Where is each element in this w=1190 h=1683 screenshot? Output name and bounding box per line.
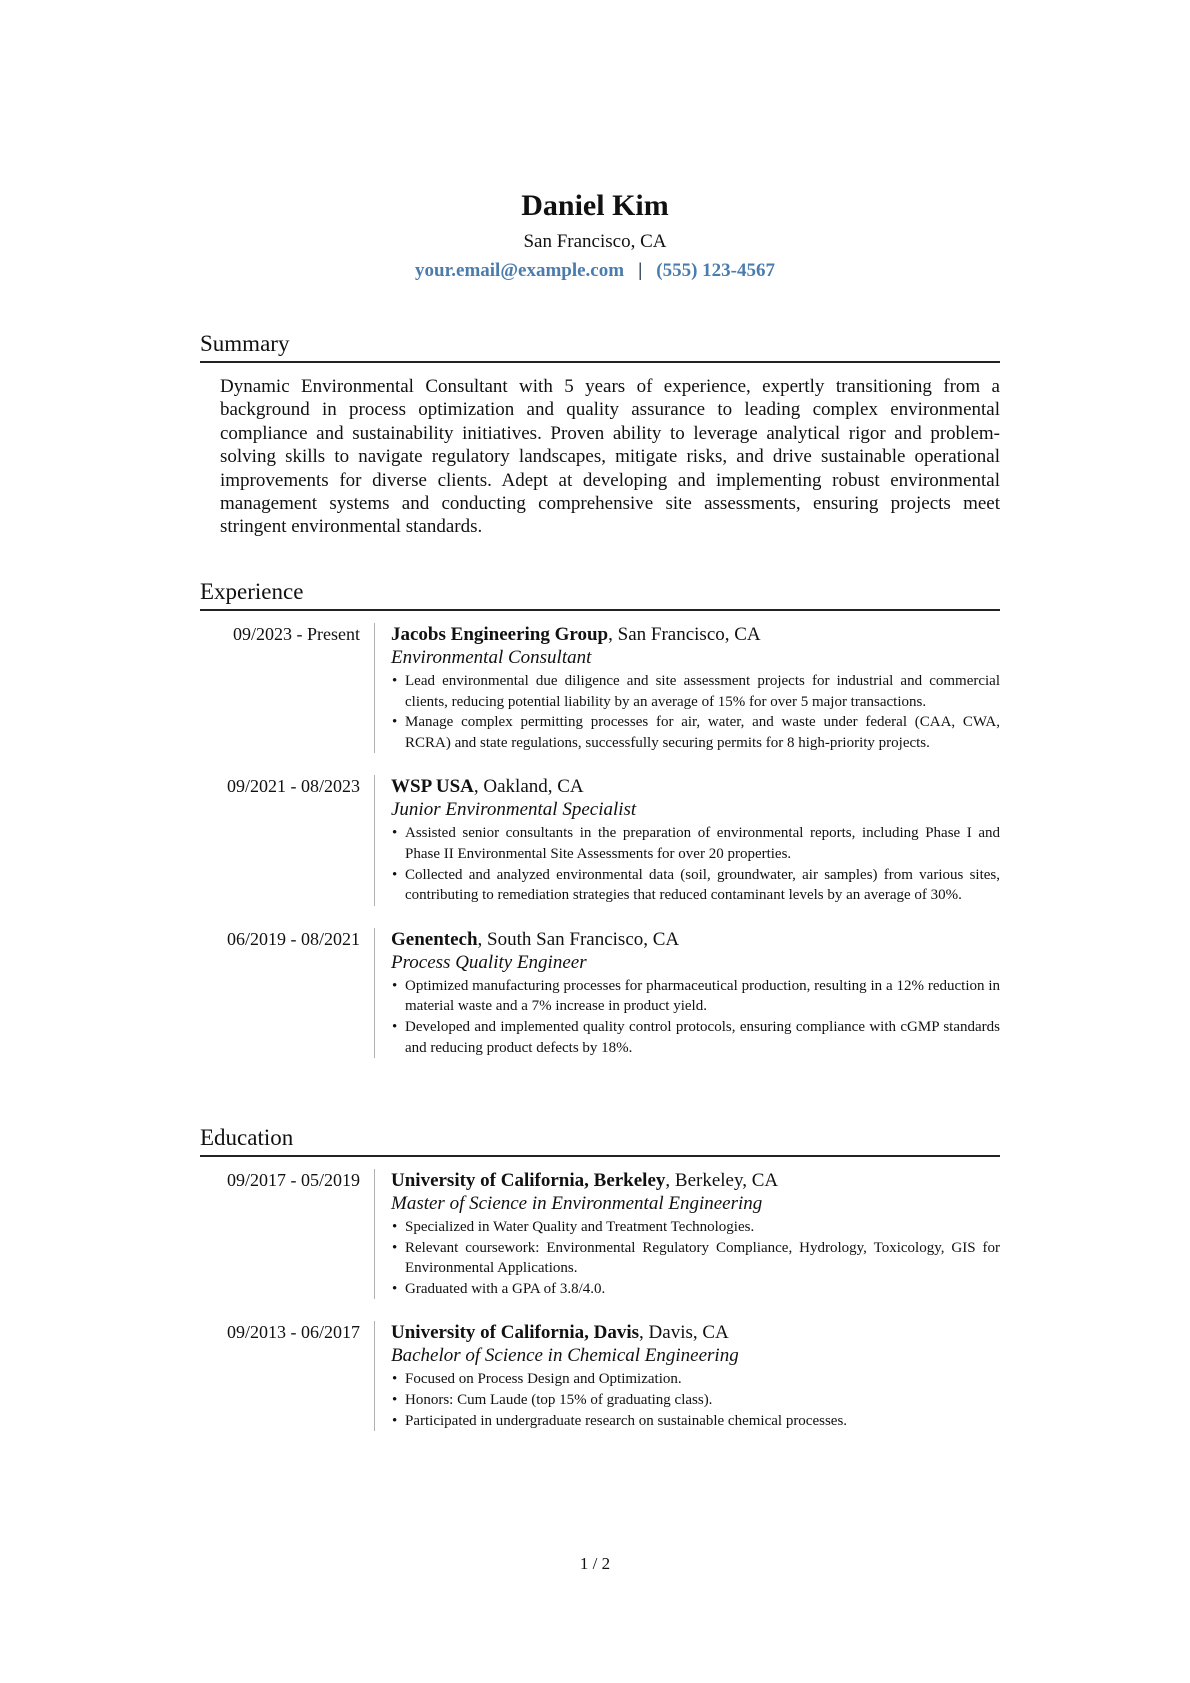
list-item <box>391 1017 1000 1058</box>
bullet-text: Graduated with a GPA of 3.8/4.0. <box>405 1280 606 1297</box>
entry-heading <box>391 623 1000 646</box>
entry-location: , South San Francisco, CA <box>477 928 680 950</box>
entry-location: , Berkeley, CA <box>665 1170 779 1191</box>
entry-bullets <box>391 976 1000 1058</box>
experience-entry <box>200 623 1000 753</box>
bullet-dot-icon: • <box>392 1391 398 1408</box>
bullet-text: Developed and implemented quality control protocols, ensuring compliance with cGMP standards and reducing product defects by 18%. <box>405 1018 1000 1056</box>
bullet-dot-icon: • <box>392 1371 398 1388</box>
entry-body <box>375 623 1000 753</box>
list-item <box>391 712 1000 753</box>
list-item <box>391 1411 1000 1432</box>
bullet-text: Honors: Cum Laude (top 15% of graduating class). <box>405 1391 713 1408</box>
entry-organization: WSP USA <box>391 776 474 798</box>
bullet-text: Lead environmental due diligence and site assessment projects for industrial and commercial clients, reducing potential liability by an average of 15% for over 5 major transactions. <box>405 673 1000 710</box>
entry-organization: Genentech <box>391 928 478 950</box>
bullet-text: Relevant coursework: Environmental Regulatory Compliance, Hydrology, Toxicology, GIS for Environmental Applications. <box>405 1239 1000 1277</box>
entry-body <box>375 1169 1000 1299</box>
entry-location: , Oakland, CA <box>473 776 584 798</box>
list-item <box>391 1238 1000 1279</box>
summary-section <box>200 330 1000 539</box>
list-item <box>391 865 1000 906</box>
bullet-dot-icon: • <box>392 977 398 994</box>
bullet-text: Optimized manufacturing processes for pharmaceutical production, resulting in a 12% reduction in material waste and a 7% increase in product yield. <box>405 977 1000 1015</box>
bullet-dot-icon: • <box>392 866 398 883</box>
bullet-dot-icon: • <box>392 1239 398 1256</box>
bullet-dot-icon: • <box>392 1018 398 1035</box>
summary-text: Dynamic Environmental Consultant with 5 years of experience, expertly transitioning from a background in process optimization and quality assurance to leading complex environmental compliance and sustainability initiatives. Proven ability to leverage analytical rigor and problem-solving skills to navigate regulatory landscapes, mitigate risks, and drive sustainable operational improvements for diverse clients. Adept at developing and implementing robust environmental management systems and conducting comprehensive site assessments, ensuring projects meet stringent environmental standards. <box>220 376 1000 538</box>
entry-heading <box>391 775 1000 798</box>
entry-date: 09/2023 - Present <box>200 623 375 753</box>
list-item <box>391 671 1000 712</box>
bullet-dot-icon: • <box>392 1219 398 1235</box>
entry-bullets <box>391 1217 1000 1299</box>
list-item <box>391 1279 1000 1300</box>
entry-degree: Master of Science in Environmental Engineering <box>391 1193 763 1214</box>
entry-heading <box>391 1321 1000 1344</box>
candidate-name: Daniel Kim <box>521 189 669 222</box>
education-entry <box>200 1321 1000 1431</box>
bullet-dot-icon: • <box>392 714 398 731</box>
bullet-text: Specialized in Water Quality and Treatment Technologies. <box>405 1219 755 1235</box>
entry-body <box>375 1321 1000 1431</box>
education-section <box>200 1124 1000 1431</box>
bullet-dot-icon: • <box>392 673 398 689</box>
bullet-text: Focused on Process Design and Optimization. <box>405 1371 682 1388</box>
entry-body <box>375 928 1000 1058</box>
list-item <box>391 976 1000 1017</box>
entry-bullets <box>391 1369 1000 1431</box>
resume-header <box>0 188 1190 283</box>
phone-link[interactable]: (555) 123-4567 <box>656 260 775 281</box>
list-item <box>391 823 1000 864</box>
entry-heading <box>391 928 1000 951</box>
bullet-text: Assisted senior consultants in the preparation of environmental reports, including Phase I and Phase II Environmental Site Assessments for over 20 properties. <box>405 825 1000 862</box>
entry-organization: Jacobs Engineering Group <box>391 624 609 645</box>
entry-body <box>375 775 1000 905</box>
entry-role: Process Quality Engineer <box>391 951 587 973</box>
experience-entry <box>200 775 1000 905</box>
entry-organization: University of California, Davis <box>391 1322 640 1344</box>
entry-bullets <box>391 823 1000 905</box>
bullet-text: Participated in undergraduate research on sustainable chemical processes. <box>405 1412 848 1429</box>
entry-date: 09/2017 - 05/2019 <box>200 1169 375 1299</box>
bullet-dot-icon: • <box>392 1412 398 1429</box>
bullet-text: Manage complex permitting processes for air, water, and waste under federal (CAA, CWA, RCRA) and state regulations, successfully securing permits for 8 high-priority projects. <box>405 714 1000 751</box>
entry-location: , San Francisco, CA <box>608 624 761 645</box>
entry-bullets <box>391 671 1000 753</box>
section-title-summary: Summary <box>200 330 1000 363</box>
education-entry <box>200 1169 1000 1299</box>
entry-role: Junior Environmental Specialist <box>391 799 637 821</box>
entry-date: 06/2019 - 08/2021 <box>200 928 375 1058</box>
experience-section <box>200 578 1000 1058</box>
contact-separator: | <box>638 260 643 281</box>
page-number: 1 / 2 <box>579 1554 611 1573</box>
contact-line <box>0 259 1190 283</box>
entry-location: , Davis, CA <box>639 1322 729 1344</box>
entry-organization: University of California, Berkeley <box>391 1170 666 1191</box>
section-title-education: Education <box>200 1124 1000 1157</box>
email-link[interactable]: your.email@example.com <box>415 260 625 281</box>
entry-degree: Bachelor of Science in Chemical Engineering <box>391 1345 739 1367</box>
experience-entry <box>200 928 1000 1058</box>
list-item <box>391 1369 1000 1390</box>
bullet-dot-icon: • <box>392 825 398 842</box>
bullet-dot-icon: • <box>392 1280 398 1297</box>
section-title-experience: Experience <box>200 578 1000 611</box>
bullet-text: Collected and analyzed environmental data (soil, groundwater, air samples) from various sites, contributing to remediation strategies that reduced contaminant levels by an average of 30%. <box>405 866 1000 904</box>
entry-date: 09/2021 - 08/2023 <box>200 775 375 905</box>
list-item <box>391 1390 1000 1411</box>
entry-date: 09/2013 - 06/2017 <box>200 1321 375 1431</box>
candidate-location: San Francisco, CA <box>523 231 667 252</box>
list-item <box>391 1217 1000 1238</box>
entry-role: Environmental Consultant <box>391 647 592 668</box>
entry-heading <box>391 1169 1000 1192</box>
